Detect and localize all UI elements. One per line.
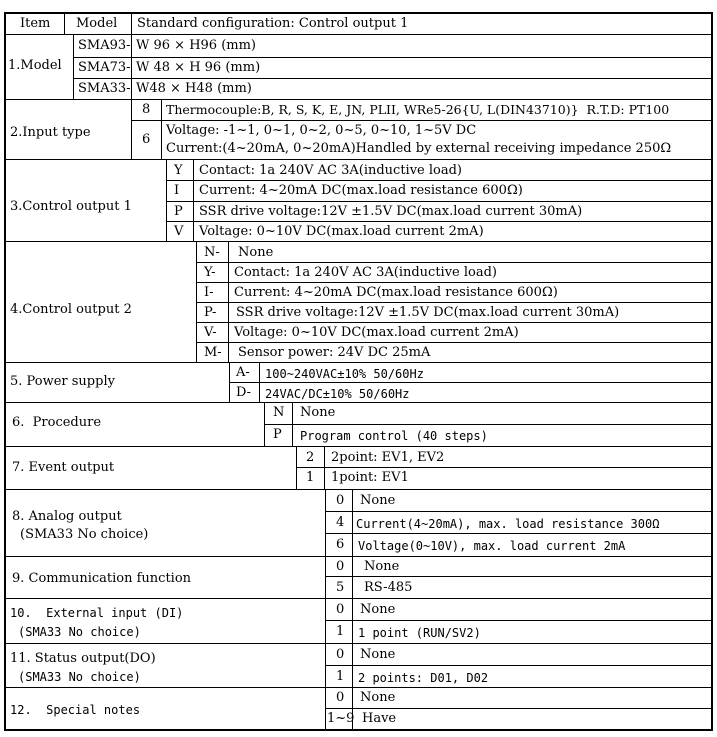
option-desc: 2point: EV1, EV2 xyxy=(331,450,445,465)
option-code: I xyxy=(174,183,180,198)
option-desc: None xyxy=(360,690,396,705)
sep xyxy=(4,446,713,447)
option-desc: 1point: EV1 xyxy=(331,470,409,485)
vline xyxy=(325,556,326,598)
option-code: 0 xyxy=(336,559,345,574)
option-desc: None xyxy=(360,647,396,662)
option-code: 1 xyxy=(336,624,345,639)
section-label: 2.Input type xyxy=(10,125,91,140)
option-code: 1~9 xyxy=(327,711,355,726)
sep xyxy=(4,99,713,100)
option-code: P- xyxy=(204,305,217,320)
section-label: 6. Procedure xyxy=(12,415,102,430)
option-desc: Voltage(0~10V), max. load current 2mA xyxy=(358,539,626,553)
option-desc: W 48 × H 96 (mm) xyxy=(136,60,261,75)
section-label: 11. Status output(DO) xyxy=(10,651,156,666)
section-label: 4.Control output 2 xyxy=(10,302,132,317)
option-desc: SSR drive voltage:12V ±1.5V DC(max.load current 30mA) xyxy=(199,204,583,219)
section-label: 10. External input (DI) xyxy=(10,606,184,620)
option-desc: 24VAC/DC±10% 50/60Hz xyxy=(265,387,410,401)
border-bottom xyxy=(4,729,713,731)
option-code: M- xyxy=(204,345,222,360)
option-desc: W 96 × H96 (mm) xyxy=(136,38,257,53)
vline xyxy=(64,12,65,35)
hline xyxy=(196,282,713,283)
hline xyxy=(196,262,713,263)
section-sublabel: (SMA33 No choice) xyxy=(18,625,141,639)
sep xyxy=(4,159,713,160)
option-desc: Contact: 1a 240V AC 3A(inductive load) xyxy=(234,265,498,280)
hline xyxy=(131,120,713,121)
section-label: 5. Power supply xyxy=(10,374,115,389)
option-code: 2 xyxy=(306,450,315,465)
option-desc: Voltage: 0~10V DC(max.load current 2mA) xyxy=(199,224,484,239)
option-code: 0 xyxy=(336,602,345,617)
section-label: 9. Communication function xyxy=(12,571,192,586)
header-item: Item xyxy=(20,16,51,31)
option-code: Y- xyxy=(204,265,216,280)
sep xyxy=(4,598,713,599)
sep xyxy=(4,489,713,490)
hline xyxy=(196,342,713,343)
option-desc: None xyxy=(360,602,396,617)
vline xyxy=(131,12,132,100)
header-config: Standard configuration: Control output 1 xyxy=(137,16,409,31)
section-label: 12. Special notes xyxy=(10,703,141,717)
option-desc: Current:(4~20mA, 0~20mA)Handled by external receiving impedance 250Ω xyxy=(166,141,672,156)
hline xyxy=(264,424,713,425)
sep xyxy=(4,687,713,688)
option-desc: Voltage: 0~10V DC(max.load current 2mA) xyxy=(234,325,519,340)
option-desc: SSR drive voltage:12V ±1.5V DC(max.load current 30mA) xyxy=(236,305,620,320)
section-sublabel: (SMA33 No choice) xyxy=(18,670,141,684)
vline xyxy=(131,99,132,159)
section-label: 8. Analog output xyxy=(12,509,122,524)
option-code: I- xyxy=(204,285,214,300)
hline xyxy=(325,576,713,577)
option-code: 6 xyxy=(336,537,345,552)
option-code: 0 xyxy=(336,493,345,508)
hline xyxy=(166,201,713,202)
sep xyxy=(4,556,713,557)
option-code: A- xyxy=(236,365,250,380)
option-desc: Contact: 1a 240V AC 3A(inductive load) xyxy=(199,163,463,178)
option-desc: Thermocouple:B, R, S, K, E, JN, PLII, WRe5-26{U, L(DIN43710)} R.T.D: PT100 xyxy=(166,102,670,117)
option-code: SMA93- xyxy=(78,38,131,53)
option-code: 6 xyxy=(142,132,151,147)
option-code: 5 xyxy=(336,580,345,595)
hline xyxy=(196,302,713,303)
option-code: 1 xyxy=(336,669,345,684)
option-code: 1 xyxy=(306,470,315,485)
vline xyxy=(352,556,353,598)
vline xyxy=(325,489,326,556)
hline xyxy=(325,533,713,534)
option-code: V- xyxy=(204,325,217,340)
sep xyxy=(4,34,713,35)
hline xyxy=(73,57,713,58)
option-code: SMA73- xyxy=(78,60,131,75)
sep xyxy=(4,643,713,644)
option-code: N- xyxy=(204,245,220,260)
hline xyxy=(229,382,713,383)
border-top xyxy=(4,12,713,14)
option-code: 0 xyxy=(336,690,345,705)
option-code: 8 xyxy=(142,102,151,117)
sep xyxy=(4,362,713,363)
option-desc: None xyxy=(300,405,336,420)
option-desc: Sensor power: 24V DC 25mA xyxy=(238,345,431,360)
option-desc: 2 points: D01, D02 xyxy=(358,671,489,685)
header-model: Model xyxy=(76,16,118,31)
option-desc: 1 point (RUN/SV2) xyxy=(358,626,481,640)
vline xyxy=(161,99,162,159)
option-desc: None xyxy=(364,559,400,574)
hline xyxy=(196,322,713,323)
option-desc: W48 × H48 (mm) xyxy=(136,81,252,96)
hline xyxy=(325,708,713,709)
option-desc: Program control (40 steps) xyxy=(300,429,488,443)
option-desc: Have xyxy=(362,711,397,726)
section-label: 7. Event output xyxy=(12,460,115,475)
option-code: Y xyxy=(174,163,183,178)
option-code: N xyxy=(273,405,285,420)
hline xyxy=(166,180,713,181)
section-sublabel: (SMA33 No choice) xyxy=(20,527,149,542)
hline xyxy=(296,467,713,468)
option-code: V xyxy=(174,224,184,239)
option-code: 0 xyxy=(336,647,345,662)
option-desc: None xyxy=(360,493,396,508)
hline xyxy=(325,620,713,621)
option-code: SMA33- xyxy=(78,81,131,96)
option-desc: Current: 4~20mA DC(max.load resistance 600Ω) xyxy=(234,285,558,300)
hline xyxy=(166,221,713,222)
vline xyxy=(352,489,353,556)
option-desc: None xyxy=(238,245,274,260)
hline xyxy=(73,78,713,79)
option-desc: 100~240VAC±10% 50/60Hz xyxy=(265,367,424,381)
vline xyxy=(166,159,167,241)
option-code: P xyxy=(273,427,282,442)
option-code: P xyxy=(174,204,183,219)
vline xyxy=(73,35,74,99)
vline xyxy=(193,159,194,241)
section-label: 3.Control output 1 xyxy=(10,199,132,214)
hline xyxy=(325,665,713,666)
border-left xyxy=(4,12,6,731)
option-desc: Current(4~20mA), max. load resistance 300Ω xyxy=(356,517,660,531)
option-code: D- xyxy=(236,385,252,400)
option-desc: Voltage: -1~1, 0~1, 0~2, 0~5, 0~10, 1~5V DC xyxy=(166,123,477,138)
sep xyxy=(4,241,713,242)
option-desc: Current: 4~20mA DC(max.load resistance 600Ω) xyxy=(199,183,523,198)
sep xyxy=(4,402,713,403)
option-code: 4 xyxy=(336,515,345,530)
section-label: 1.Model xyxy=(8,58,62,73)
hline xyxy=(325,511,713,512)
option-desc: RS-485 xyxy=(364,580,413,595)
